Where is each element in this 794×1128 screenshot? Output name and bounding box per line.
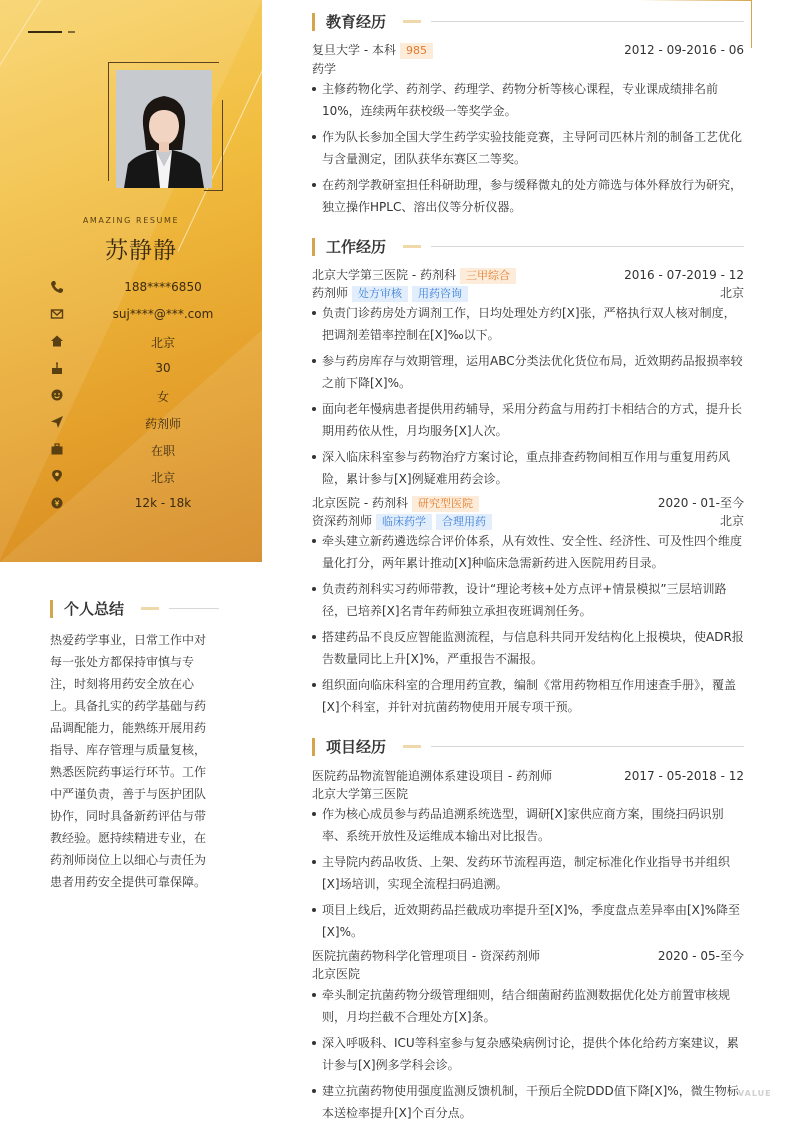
- mail-icon: [50, 307, 64, 321]
- list-item: 组织面向临床科室的合理用药宣教，编制《常用药物相互作用速查手册》，覆盖[X]个科室，并针对抗菌药物使用开展专项干预。: [312, 674, 744, 718]
- list-item: 面向老年慢病患者提供用药辅导，采用分药盒与用药打卡相结合的方式，提升长期用药依从性，月均服务[X]人次。: [312, 398, 744, 442]
- list-item: 建立抗菌药物使用强度监测反馈机制，干预后全院DDD值下降[X]%，微生物标本送检率提升[X]个百分点。: [312, 1080, 744, 1124]
- list-item: 负责门诊药房处方调剂工作，日均处理处方约[X]张，严格执行双人核对制度，把调剂差错率控制在[X]‰以下。: [312, 302, 744, 346]
- title-rule: [431, 21, 744, 22]
- job-org: 北京大学第三医院 - 药剂科: [312, 268, 456, 282]
- info-status: [48, 439, 238, 459]
- work-title: [312, 238, 744, 256]
- watermark: VALUE: [738, 1089, 772, 1098]
- skill-tag: 临床药学: [376, 514, 432, 530]
- job-period: 2020 - 01-至今: [657, 496, 744, 510]
- info-value: 药剂师: [144, 417, 181, 431]
- salary-icon: [50, 496, 64, 510]
- info-value: 188****6850: [124, 280, 202, 294]
- summary-title-text: 个人总结: [64, 600, 125, 618]
- info-value: 女: [156, 390, 169, 404]
- corner-decoration: [640, 0, 752, 1]
- project-name: 医院抗菌药物科学化管理项目 - 资深药剂师: [312, 949, 540, 963]
- location-pin-icon: [50, 469, 64, 483]
- job-period: 2016 - 07-2019 - 12: [624, 268, 744, 282]
- cake-icon: [50, 361, 64, 375]
- title-accent: [403, 745, 421, 748]
- list-item: 项目上线后，近效期药品拦截成功率提升至[X]%，季度盘点差异率由[X]%降至[X]%。: [312, 899, 744, 943]
- project-period: 2020 - 05-至今: [657, 949, 744, 963]
- education-school: 复旦大学 - 本科: [312, 43, 396, 57]
- education-major: 药学: [312, 62, 337, 76]
- education-period: 2012 - 09-2016 - 06: [624, 43, 744, 57]
- decorative-dash: [68, 31, 75, 33]
- org-tag: 三甲综合: [460, 268, 516, 284]
- briefcase-icon: [50, 442, 64, 456]
- info-phone: [48, 277, 238, 297]
- title-accent: [403, 245, 421, 248]
- list-item: 搭建药品不良反应智能监测流程，与信息科共同开发结构化上报模块，使ADR报告数量同比上升[X]%，严重报告不漏报。: [312, 626, 744, 670]
- project-bullets: [312, 803, 744, 947]
- info-age: [48, 358, 238, 378]
- title-rule: [431, 246, 744, 247]
- job-bullets: [312, 530, 744, 722]
- list-item: 主导院内药品收货、上架、发药环节流程再造，制定标准化作业指导书并组织[X]场培训，实现全流程扫码追溯。: [312, 851, 744, 895]
- title-accent: [141, 607, 159, 610]
- project-org-line: [312, 785, 744, 803]
- corner-decoration: [751, 0, 752, 48]
- job-bullets: [312, 302, 744, 494]
- profile-name: 苏静静: [105, 238, 177, 264]
- projects-title-text: 项目经历: [326, 738, 387, 756]
- smile-icon: [50, 388, 64, 402]
- project-header: [312, 947, 744, 965]
- portrait-icon: [116, 70, 212, 188]
- info-city: [48, 466, 238, 486]
- info-value: 在职: [150, 444, 175, 458]
- education-title-text: 教育经历: [326, 13, 387, 31]
- project-org: 北京大学第三医院: [312, 787, 409, 801]
- education-bullets: [312, 78, 744, 222]
- project-header: [312, 767, 744, 785]
- education-header: [312, 41, 744, 59]
- project-bullets: [312, 984, 744, 1128]
- info-salary: [48, 493, 238, 513]
- info-value: suj****@***.com: [112, 307, 214, 321]
- info-gender: [48, 385, 238, 405]
- summary-text: 热爱药学事业，日常工作中对每一张处方都保持审慎与专注，时刻将用药安全放在心上。具备扎实的药学基础与药品调配能力，能熟练开展用药指导、库存管理与质量复核，熟悉医院药事运行环节。工作中严谨负责，善于与医护团队协作，同时具备新药评估与带教经验。愿持续精进专业，在药剂师岗位上以细心与责任为患者用药安全提供可靠保障。: [50, 633, 207, 889]
- info-value: 30: [155, 361, 171, 375]
- org-tag: 研究型医院: [412, 496, 479, 512]
- list-item: 作为队长参加全国大学生药学实验技能竞赛，主导阿司匹林片剂的制备工艺优化与含量测定，团队获华东赛区二等奖。: [312, 126, 744, 170]
- home-icon: [50, 334, 64, 348]
- education-major-line: [312, 60, 744, 78]
- job-role: 资深药剂师: [312, 514, 373, 528]
- summary-title: [50, 600, 124, 618]
- list-item: 在药剂学教研室担任科研助理，参与缓释微丸的处方筛选与体外释放行为研究，独立操作HPLC、溶出仪等分析仪器。: [312, 174, 744, 218]
- list-item: 牵头建立新药遴选综合评价体系，从有效性、安全性、经济性、可及性四个维度量化打分，两年累计推动[X]种临床急需新药进入医院用药目录。: [312, 530, 744, 574]
- skill-tag: 用药咨询: [412, 286, 468, 302]
- job-city: 北京: [719, 286, 744, 300]
- info-value: 北京: [150, 471, 175, 485]
- phone-icon: [50, 280, 64, 294]
- title-rule: [169, 608, 219, 609]
- skill-tag: 处方审核: [352, 286, 408, 302]
- job-header: [312, 266, 744, 284]
- job-city: 北京: [719, 514, 744, 528]
- list-item: 参与药房库存与效期管理，运用ABC分类法优化货位布局，近效期药品报损率较之前下降[X]%。: [312, 350, 744, 394]
- project-org-line: [312, 965, 744, 983]
- list-item: 作为核心成员参与药品追溯系统选型，调研[X]家供应商方案，围绕扫码识别率、系统开放性及运维成本输出对比报告。: [312, 803, 744, 847]
- education-title: [312, 13, 744, 31]
- job-role: 药剂师: [312, 286, 349, 300]
- info-value: 北京: [150, 336, 175, 350]
- job-org: 北京医院 - 药剂科: [312, 496, 408, 510]
- send-icon: [50, 415, 64, 429]
- project-name: 医院药品物流智能追溯体系建设项目 - 药剂师: [312, 769, 552, 783]
- skill-tag: 合理用药: [436, 514, 492, 530]
- job-role-line: [312, 512, 744, 530]
- list-item: 主修药物化学、药剂学、药理学、药物分析等核心课程，专业课成绩排名前10%，连续两年获校级一等奖学金。: [312, 78, 744, 122]
- title-accent: [403, 20, 421, 23]
- list-item: 深入临床科室参与药物治疗方案讨论，重点排查药物间相互作用与重复用药风险，累计参与[X]例疑难用药会诊。: [312, 446, 744, 490]
- info-email: [48, 304, 238, 324]
- work-title-text: 工作经历: [326, 238, 387, 256]
- decorative-dash: [28, 31, 62, 33]
- project-org: 北京医院: [312, 967, 361, 981]
- profile-tagline: AMAZING RESUME: [82, 216, 180, 225]
- list-item: 负责药剂科实习药师带教，设计“理论考核+处方点评+情景模拟”三层培训路径，已培养[X]名青年药师独立承担夜班调剂任务。: [312, 578, 744, 622]
- info-hometown: [48, 331, 238, 351]
- info-position: [48, 412, 238, 432]
- avatar: [116, 70, 212, 188]
- job-role-line: [312, 284, 744, 302]
- list-item: 深入呼吸科、ICU等科室参与复杂感染病例讨论，提供个体化给药方案建议，累计参与[X]例多学科会诊。: [312, 1032, 744, 1076]
- job-header: [312, 494, 744, 512]
- list-item: 牵头制定抗菌药物分级管理细则，结合细菌耐药监测数据优化处方前置审核规则，月均拦截不合理处方[X]条。: [312, 984, 744, 1028]
- project-period: 2017 - 05-2018 - 12: [624, 769, 744, 783]
- info-value: 12k - 18k: [134, 496, 192, 510]
- projects-title: [312, 738, 744, 756]
- school-tag: 985: [400, 43, 433, 59]
- title-rule: [431, 746, 744, 747]
